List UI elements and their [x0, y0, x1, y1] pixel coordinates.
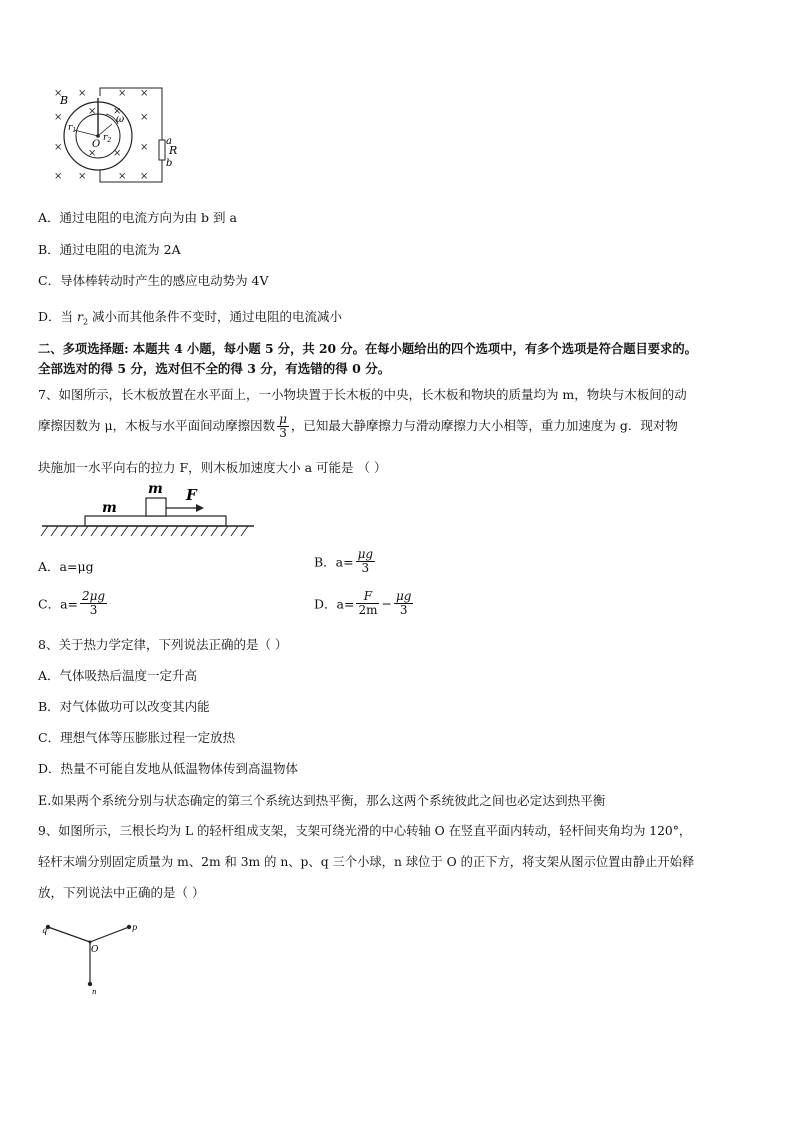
cross-mark: × — [54, 112, 63, 123]
q8-option-c: C．理想气体等压膨胀过程一定放热 — [38, 730, 236, 745]
q6-option-a: A．通过电阻的电流方向为由 b 到 a — [38, 210, 237, 225]
q7-option-c: C．a= $\frac{2\mu g}{3}$ — [38, 589, 106, 617]
board-mass-label: m — [102, 500, 117, 516]
cross-mark: × — [54, 142, 63, 153]
q9-stem-line2: 轻杆末端分别固定质量为 m、2m 和 3m 的 n、p、q 三个小球，n 球位于 O 的正下方，将支架从图示位置由静止开始释 — [38, 855, 695, 869]
q7-stem-line3: 块施加一水平向右的拉力 F，则木板加速度大小 a 可能是 （ ） — [38, 460, 387, 475]
cross-mark: × — [54, 171, 63, 182]
resistor-R-label: R — [169, 144, 178, 157]
q8-option-a: A．气体吸热后温度一定升高 — [38, 668, 198, 683]
cross-mark: × — [140, 112, 149, 123]
cross-mark: × — [140, 171, 149, 182]
cross-mark: × — [78, 88, 87, 99]
section2-header-line1: 二、多项选择题: 本题共 4 小题，每小题 5 分，共 20 分。在每小题给出的四个选项中，有多个选项是符合题目要求的。 — [38, 341, 697, 356]
ball-n-label: n — [92, 988, 97, 996]
q7-stem-line1: 7、如图所示，长木板放置在水平面上，一小物块置于长木板的中央，长木板和物块的质量均为 m，物块与木板间的动 — [38, 387, 687, 402]
terminal-a-label: a — [166, 136, 172, 147]
q8-option-d: D．热量不可能自发地从低温物体传到高温物体 — [38, 761, 299, 776]
q7-option-a: A．a=μg — [38, 559, 94, 574]
cross-mark: × — [140, 88, 149, 99]
cross-mark: × — [54, 88, 63, 99]
q7-option-b: B．a= $\frac{\mu g}{3}$ — [314, 547, 374, 575]
field-label-B: B — [60, 94, 69, 107]
r1-label: $r_1$ — [68, 123, 77, 134]
cross-mark: × — [88, 106, 97, 117]
q9-stem-line1: 9、如图所示，三根长均为 L 的轻杆组成支架，支架可绕光滑的中心转轴 O 在竖直平面内转动，轻杆间夹角均为 120°， — [38, 824, 692, 838]
cross-mark: × — [113, 148, 122, 159]
cross-mark: × — [88, 148, 97, 159]
rotating-rod-circuit-figure — [40, 84, 190, 190]
board-block-figure — [38, 478, 258, 546]
q9-stem-line3: 放，下列说法中正确的是（ ） — [38, 885, 205, 900]
mu-over-3-fraction: $\frac{\mu}{3}$ — [279, 412, 287, 440]
cross-mark: × — [113, 106, 122, 117]
ball-q-label: q — [42, 926, 48, 935]
section2-header-line2: 全部选对的得 5 分，选对但不全的得 3 分，有选错的得 0 分。 — [38, 361, 391, 376]
terminal-b-label: b — [166, 158, 173, 169]
q6-option-b: B．通过电阻的电流为 2A — [38, 242, 181, 257]
cross-mark: × — [118, 171, 127, 182]
q6-option-c: C．导体棒转动时产生的感应电动势为 4V — [38, 273, 269, 288]
cross-mark: × — [118, 88, 127, 99]
q7-stem-line2: 摩擦因数为 μ，木板与水平面间动摩擦因数 $\frac{\mu}{3}$ ，已知最大静摩擦力与滑动摩擦力大小相等，重力加速度为 g．现对物 — [38, 412, 678, 440]
three-rod-support-figure — [38, 918, 148, 998]
ball-p-label: p — [132, 923, 138, 932]
omega-label: ω — [116, 114, 125, 125]
block-mass-label: m — [148, 481, 163, 497]
cross-mark: × — [78, 171, 87, 182]
force-F-label: F — [186, 486, 197, 504]
q8-stem: 8、关于热力学定律，下列说法正确的是（ ） — [38, 637, 288, 652]
q6-option-d: D．当 $r_2$ 减小而其他条件不变时，通过电阻的电流减小 — [38, 309, 343, 327]
axis-O-label: O — [91, 945, 99, 955]
center-label-O: O — [92, 139, 101, 150]
q8-option-b: B．对气体做功可以改变其内能 — [38, 699, 210, 714]
q7-option-d: D．a= $\frac{F}{2m}$ − $\frac{\mu g}{3}$ — [314, 589, 412, 617]
q8-option-e: E.如果两个系统分别与状态确定的第三个系统达到热平衡，那么这两个系统彼此之间也必定达到热平衡 — [38, 793, 606, 808]
cross-mark: × — [140, 142, 149, 153]
r2-label: $r_2$ — [103, 133, 112, 144]
